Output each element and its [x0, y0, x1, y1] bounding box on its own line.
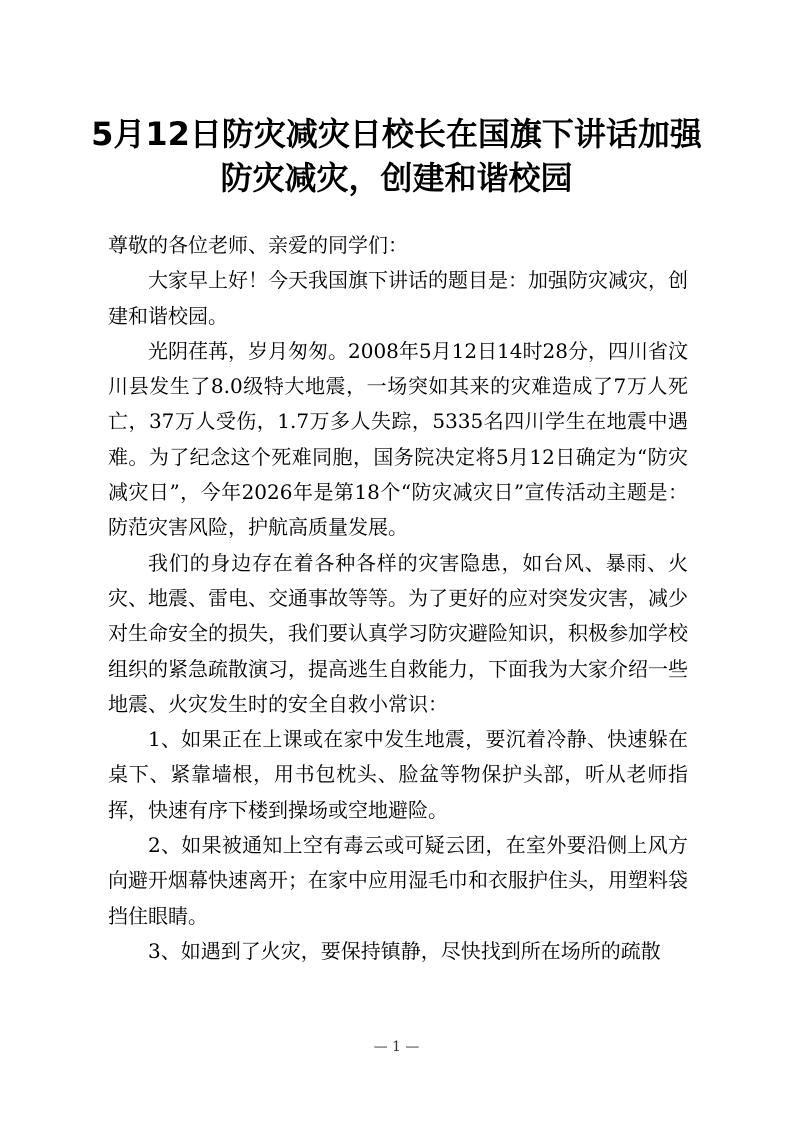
- tip-earthquake-paragraph: 1、如果正在上课或在家中发生地震，要沉着冷静、快速躲在桌下、紧靠墙根，用书包枕头、脸盆等物保护头部，听从老师指挥，快速有序下楼到操场或空地避险。: [108, 727, 688, 822]
- tip-fire-paragraph: 3、如遇到了火灾，要保持镇静，尽快找到所在场所的疏散: [148, 938, 661, 963]
- tip-toxic-cloud-paragraph: 2、如果被通知上空有毒云或可疑云团，在室外要沿侧上风方向避开烟幕快速离开；在家中应用湿毛巾和衣服护住头，用塑料袋挡住眼睛。: [108, 833, 688, 928]
- background-paragraph: 光阴荏苒，岁月匆匆。2008年5月12日14时28分，四川省汶川县发生了8.0级特大地震，一场突如其来的灾难造成了7万人死亡，37万人受伤，1.7万多人失踪，5335名四川学生在地震中遇难。为了纪念这个死难同胞，国务院决定将5月12日确定为“防灾减灾日”，今年2026年是第18个“防灾减灾日”宣传活动主题是：防范灾害风险，护航高质量发展。: [108, 338, 688, 540]
- document-title: 5月12日防灾减灾日校长在国旗下讲话加强防灾减灾，创建和谐校园: [91, 115, 702, 197]
- document-body: [108, 228, 688, 969]
- greeting-paragraph: 大家早上好！今天我国旗下讲话的题目是：加强防灾减灾，创建和谐校园。: [108, 268, 688, 328]
- page-number: — 1 —: [373, 1039, 420, 1055]
- salutation-paragraph: 尊敬的各位老师、亲爱的同学们：: [108, 233, 408, 257]
- hazards-paragraph: 我们的身边存在着各种各样的灾害隐患，如台风、暴雨、火灾、地震、雷电、交通事故等等。为了更好的应对突发灾害，减少对生命安全的损失，我们要认真学习防灾避险知识，积极参加学校组织的紧急疏散演习，提高逃生自救能力，下面我为大家介绍一些地震、火灾发生时的安全自救小常识：: [108, 550, 688, 716]
